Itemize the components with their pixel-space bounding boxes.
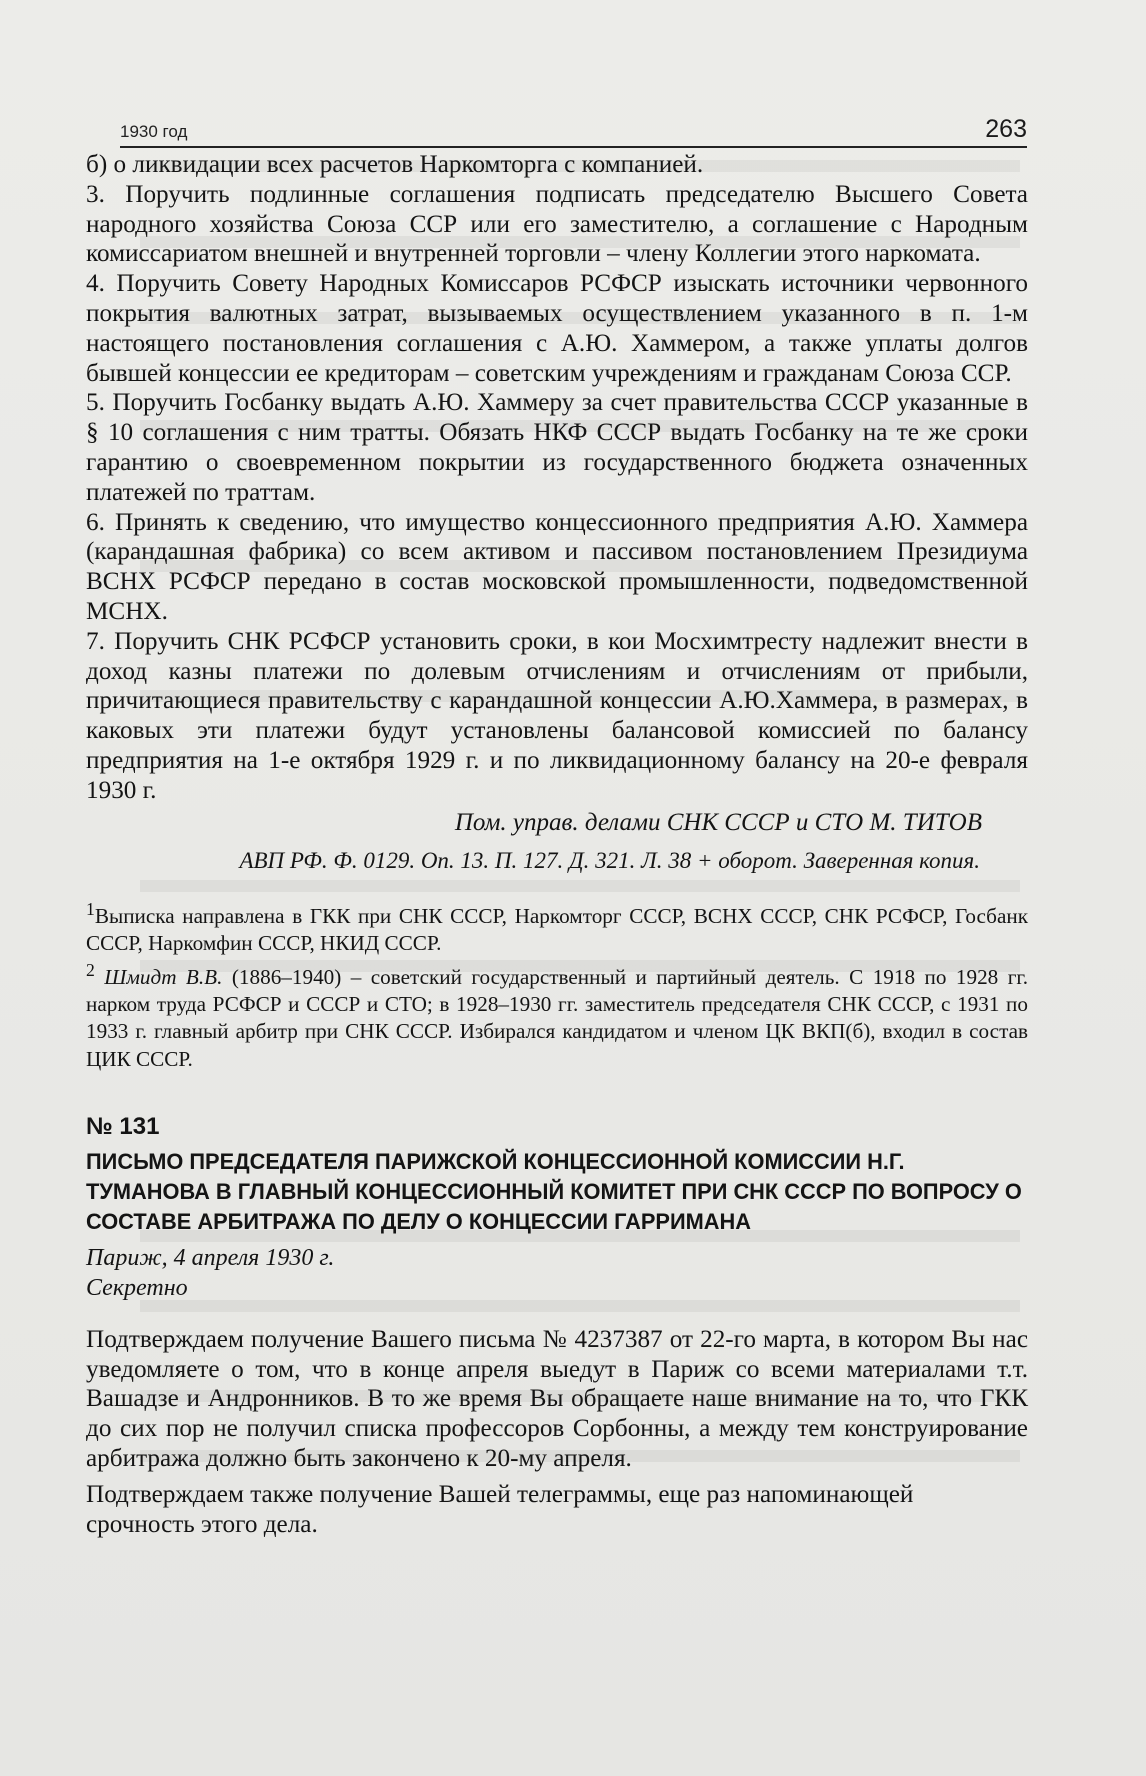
footnote-text: (1886–1940) – советский государственный и партийный деятель. С 1918 по 1928 гг. нарком труда РСФСР и СССР и СТО; в 1928–1930 гг. заместитель председателя СНК СССР, с 1931 по 1933 г. главный арбитр при СНК СССР. Избирался кандидатом и членом ЦК ВКП(б), входил в состав ЦИК СССР. — [86, 965, 1028, 1071]
footnote-text: Выписка направлена в ГКК при СНК СССР, Наркомторг СССР, ВСНХ СССР, СНК РСФСР, Госбанк СССР, Наркомфин СССР, НКИД СССР. — [86, 903, 1028, 955]
footnote-mark: 2 — [86, 960, 95, 980]
classification: Секретно — [86, 1274, 188, 1301]
footnote-mark: 1 — [86, 898, 95, 919]
page-body — [86, 150, 1028, 1539]
signature: Пом. управ. делами СНК СССР и СТО М. ТИТОВ — [454, 808, 982, 836]
document-number: № 131 — [86, 1112, 160, 1140]
paragraph-item-6: 6. Принять к сведению, что имущество концессионного предприятия А.Ю. Хаммера (карандашная фабрика) со всем активом и пассивом постановлением Президиума ВСНХ РСФСР передано в состав московской промышленности, подведомственной МСНХ. — [86, 508, 1028, 625]
letter-body — [86, 1325, 1028, 1540]
paragraph-item-b: б) о ликвидации всех расчетов Наркомторга с компанией. — [86, 151, 704, 178]
paragraph-item-5: 5. Поручить Госбанку выдать А.Ю. Хаммеру за счет правительства СССР указанные в § 10 соглашения с ним тратты. Обязать НКФ СССР выдать Госбанку на те же сроки гарантию о своевременном покрытии из государственного бюджета означенных платежей по траттам. — [86, 389, 1028, 506]
page-number: 263 — [985, 115, 1027, 143]
footnote-2 — [86, 957, 1028, 1073]
place-date: Париж, 4 апреля 1930 г. — [86, 1244, 335, 1271]
letter-paragraph: Подтверждаем получение Вашего письма № 4237387 от 22-го марта, в котором Вы нас уведомляете о том, что в конце апреля выедут в Париж со всеми материалами т.т. Вашадзе и Андронников. В то же время Вы обращаете наше внимание на то, что ГКК до сих пор не получил списка профессоров Сорбонны, а между тем конструирование арбитража должно быть закончено к 20-му апреля. — [86, 1325, 1028, 1473]
footnotes — [86, 896, 1028, 1073]
document-title: ПИСЬМО ПРЕДСЕДАТЕЛЯ ПАРИЖСКОЙ КОНЦЕССИОННОЙ КОМИССИИ Н.Г. ТУМАНОВА В ГЛАВНЫЙ КОНЦЕССИОННЫЙ КОМИТЕТ ПРИ СНК СССР ПО ВОПРОСУ О СОСТАВЕ АРБИТРАЖА ПО ДЕЛУ О КОНЦЕССИИ ГАРРИМАНА — [86, 1148, 1022, 1234]
archive-reference: АВП РФ. Ф. 0129. Оп. 13. П. 127. Д. 321. Л. 38 + оборот. Заверенная копия. — [239, 847, 980, 873]
footnote-person-name: Шмидт В.В. — [104, 965, 223, 990]
page-header — [120, 106, 1027, 148]
paragraph-item-4: 4. Поручить Совету Народных Комиссаров РСФСР изыскать источники червонного покрытия валютных затрат, вызываемых осуществлением указанного в п. 1-м настоящего постановления соглашения с А.Ю. Хаммером, а также уплаты долгов бывшей концессии ее кредиторам – советским учреждениям и гражданам Союза ССР. — [86, 270, 1028, 387]
document-meta — [86, 1243, 1028, 1303]
letter-paragraph: Подтверждаем также получение Вашей телеграммы, еще раз напоминающей срочность этого дела. — [86, 1480, 914, 1538]
paragraph-item-7: 7. Поручить СНК РСФСР установить сроки, в кои Мосхимтресту надлежит внести в доход казны платежи по долевым отчислениям и отчислениям от прибыли, причитающиеся правительству с карандашной концессии А.Ю.Хаммера, в размерах, в каковых эти платежи будут установлены балансовой комиссией по балансу предприятия на 1-е октября 1929 г. и по ликвидационному балансу на 20-е февраля 1930 г. — [86, 627, 1028, 804]
running-head: 1930 год — [120, 122, 188, 141]
footnote-1 — [86, 896, 1028, 957]
paragraph-item-3: 3. Поручить подлинные соглашения подписать председателю Высшего Совета народного хозяйства Союза ССР или его заместителю, а соглашение с Народным комиссариатом внешней и внутренней торговли – члену Коллегии этого наркомата. — [86, 180, 1028, 268]
